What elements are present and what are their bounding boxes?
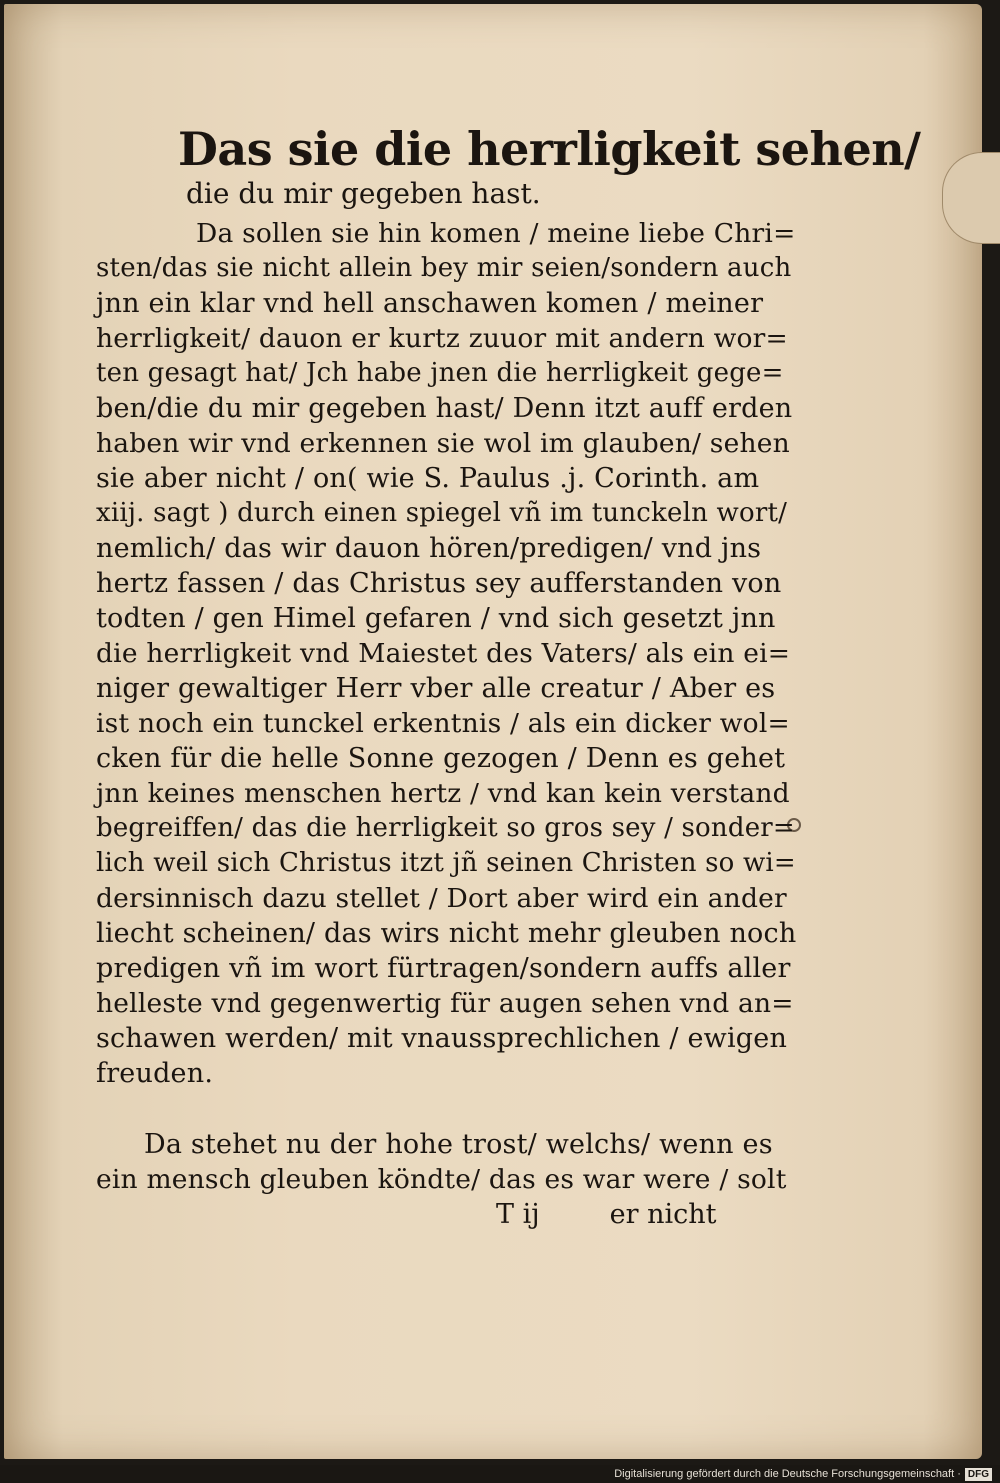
digitization-footer xyxy=(0,1465,1000,1483)
signature-mark: T ij xyxy=(496,1199,540,1230)
text-line: freuden. xyxy=(96,1058,214,1089)
text-line: ten gesagt hat/ Jch habe jnen die herrligkeit gege= xyxy=(96,358,784,388)
text-line: niger gewaltiger Herr vber alle creatur / Aber es xyxy=(96,673,776,704)
text-line: ein mensch gleuben köndte/ das es war were / solt xyxy=(96,1164,787,1195)
text-line: begreiffen/ das die herrligkeit so gros sey / sonder= xyxy=(96,813,795,843)
page-text xyxy=(96,120,921,1232)
text-line: sten/das sie nicht allein bey mir seien/sondern auch xyxy=(96,253,792,283)
text-line: cken für die helle Sonne gezogen / Denn es gehet xyxy=(96,743,786,774)
text-line: liecht scheinen/ das wirs nicht mehr gleuben noch xyxy=(96,918,797,949)
paragraph-1 xyxy=(96,216,796,1091)
footer-credit: Digitalisierung gefördert durch die Deutsche Forschungsgemeinschaft · xyxy=(614,1468,961,1480)
text-line: lich weil sich Christus itzt jñ seinen Christen so wi= xyxy=(96,848,796,878)
text-line: xiij. sagt ) durch einen spiegel vñ im tunckeln wort/ xyxy=(96,498,788,528)
text-line: herrligkeit/ dauon er kurtz zuuor mit andern wor= xyxy=(96,323,788,354)
text-line: die herrligkeit vnd Maiestet des Vaters/ als ein ei= xyxy=(96,638,791,669)
text-line: helleste vnd gegenwertig für augen sehen vnd an= xyxy=(96,988,794,1019)
catchword: er nicht xyxy=(609,1199,717,1230)
text-line: todten / gen Himel gefaren / vnd sich gesetzt jnn xyxy=(96,603,776,634)
text-line: nemlich/ das wir dauon hören/predigen/ vnd jns xyxy=(96,533,762,564)
paragraph-2 xyxy=(96,1127,796,1197)
text-line: sie aber nicht / on( wie S. Paulus .j. Corinth. am xyxy=(96,463,760,494)
text-line: hertz fassen / das Christus sey aufferstanden von xyxy=(96,568,782,599)
text-line: jnn ein klar vnd hell anschawen komen / meiner xyxy=(96,288,764,319)
text-line: jnn keines menschen hertz / vnd kan kein verstand xyxy=(96,778,790,809)
text-line: ist noch ein tunckel erkentnis / als ein dicker wol= xyxy=(96,708,790,739)
text-line: schawen werden/ mit vnaussprechlichen / ewigen xyxy=(96,1023,788,1054)
paragraph-gap xyxy=(96,1091,796,1127)
page-foot xyxy=(96,1197,796,1232)
page-heading: Das sie die herrligkeit sehen/ xyxy=(178,122,921,176)
text-line: ben/die du mir gegeben hast/ Denn itzt auff erden xyxy=(96,393,793,424)
page-edge-curl xyxy=(942,152,1000,244)
text-line: Da stehet nu der hohe trost/ welchs/ wenn es xyxy=(144,1129,773,1160)
text-line: haben wir vnd erkennen sie wol im glauben/ sehen xyxy=(96,428,790,459)
text-line: Da sollen sie hin komen / meine liebe Chri= xyxy=(196,218,796,249)
text-line: dersinnisch dazu stellet / Dort aber wird ein ander xyxy=(96,883,787,914)
page-subheading: die du mir gegeben hast. xyxy=(186,177,541,210)
dfg-logo: DFG xyxy=(965,1468,992,1481)
text-line: predigen vñ im wort fürtragen/sondern auffs aller xyxy=(96,953,791,984)
